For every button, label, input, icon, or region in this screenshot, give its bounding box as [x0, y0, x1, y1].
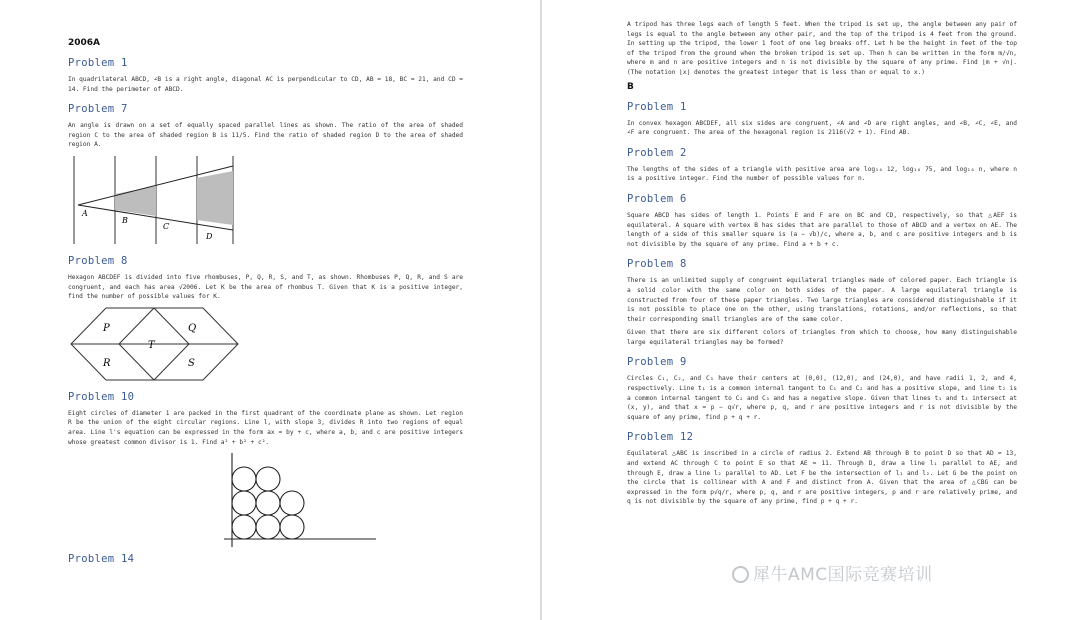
hexagon-rhombus-figure	[68, 306, 243, 382]
problem-text: In quadrilateral ABCD, ∠B is a right angle, diagonal AC is perpendicular to CD, AB = 18, BC = 21, and CD = 14. Find the perimeter of ABCD.	[68, 76, 463, 93]
fig8-label-s: S	[188, 357, 195, 369]
problem-title: Problem 10	[68, 390, 135, 403]
problem-title: Problem 12	[627, 431, 694, 444]
problem-title: Problem 14	[68, 553, 135, 566]
problem-text: Circles C₁, C₂, and C₃ have their centers at (0,0), (12,0), and (24,0), and have radii 1, 2, and 4, respectively. Line t₁ is a common internal tangent to C₁ and C₂ and has a positive slope, and line t₂ is a common internal tangent to C₂ and C₃ and has a negative slope. Given that lines t₁ and t₂ intersect at (x, y), and that x = p − q√r, where p, q, and r are positive integers and r is not divisible by the square of any prime, find p + q + r.	[627, 375, 1017, 421]
watermark-text: 犀牛AMC国际竞赛培训	[753, 565, 933, 585]
parallel-lines-figure	[68, 154, 238, 246]
fig8-label-t: T	[148, 339, 155, 351]
fig7-label-c: C	[163, 221, 170, 231]
problem-text: In convex hexagon ABCDEF, all six sides are congruent, ∠A and ∠D are right angles, and ∠B, ∠C, ∠E, and ∠F are congruent. The area of the hexagonal region is 2116(√2 + 1). Find AB.	[627, 119, 1017, 137]
problem-text: Square ABCD has sides of length 1. Points E and F are on BC and CD, respectively, so that △AEF is equilateral. A square with vertex B has sides that are parallel to those of ABCD and a vertex on AE. The length of a side of this smaller square is (a − √b)/c, where a, b, and c are positive integers and b is not divisible by the square of any prime. Find a + b + c.	[627, 211, 1017, 248]
problem-title: Problem 9	[627, 356, 687, 369]
problem-text: Hexagon ABCDEF is divided into five rhombuses, P, Q, R, S, and T, as shown. Rhombuses P, Q, R, and S are congruent, and each has area √2006. Let K be the area of rhombus T. Given that K is a positive integer, find the number of possible values for K.	[68, 273, 463, 301]
problem-text: Given that there are six different colors of triangles from which to choose, how many distinguishable large equilateral triangles may be formed?	[627, 329, 1017, 346]
fig8-label-r: R	[103, 357, 111, 369]
set-label-b: B	[627, 81, 634, 92]
problem-title: Problem 8	[627, 258, 687, 271]
fig8-label-q: Q	[188, 322, 197, 334]
set-label-2006a: 2006A	[68, 38, 101, 48]
watermark-logo-icon	[732, 566, 749, 583]
problem-title: Problem 2	[627, 146, 687, 159]
eight-circles-figure	[218, 451, 378, 551]
fig7-label-b: B	[122, 215, 128, 225]
problem-text: There is an unlimited supply of congruent equilateral triangles made of colored paper. Each triangle is a solid color with the same color on both sides of the paper. A large equilateral triangle is constructed from four of these paper triangles. Two large triangles are considered distinguishable if it is not possible to place one on the other, using translations, rotations, and/or reflections, so that their corresponding small triangles are of the same color.	[627, 277, 1017, 323]
watermark	[732, 560, 933, 585]
left-column	[68, 34, 463, 571]
problem-title: Problem 7	[68, 103, 128, 116]
right-column	[627, 20, 1017, 511]
problem-text: A tripod has three legs each of length 5 feet. When the tripod is set up, the angle between any pair of legs is equal to the angle between any other pair, and the top of the tripod is 4 feet from the ground. In setting up the tripod, the lower 1 foot of one leg breaks off. Let h be the height in feet of the top of the tripod from the ground when the broken tripod is set up. Then h can be written in the form m/√n, where m and n are positive integers and n is not divisible by the square of any prime. Find ⌊m + √n⌋. (The notation ⌊x⌋ denotes the greatest integer that is less than or equal to x.)	[627, 21, 1017, 76]
problem-text: An angle is drawn on a set of equally spaced parallel lines as shown. The ratio of the area of shaded region C to the area of shaded region B is 11/5. Find the ratio of shaded region D to the area of shaded region A.	[68, 122, 463, 149]
problem-text: Eight circles of diameter 1 are packed in the first quadrant of the coordinate plane as shown. Let region R be the union of the eight circular regions. Line l, with slope 3, divides R into two regions of equal area. Line l's equation can be expressed in the form ax = by + c, where a, b, and c are positive integers whose greatest common divisor is 1. Find a² + b² + c².	[68, 409, 463, 446]
right-page	[542, 0, 1080, 620]
fig8-label-p: P	[103, 322, 110, 334]
fig7-label-d: D	[206, 231, 213, 241]
fig7-label-a: A	[82, 208, 88, 218]
problem-title: Problem 1	[627, 100, 687, 113]
problem-title: Problem 1	[68, 57, 128, 69]
problem-title: Problem 6	[627, 192, 687, 205]
problem-text: The lengths of the sides of a triangle with positive area are log₁₀ 12, log₁₀ 75, and log₁₀ n, where n is a positive integer. Find the number of possible values for n.	[627, 165, 1017, 183]
problem-text: Equilateral △ABC is inscribed in a circle of radius 2. Extend AB through B to point D so that AD = 13, and extend AC through C to point E so that AE = 11. Through D, draw a line l₁ parallel to AE, and through E, draw a line l₂ parallel to AD. Let F be the intersection of l₁ and l₂. Let G be the point on the circle that is collinear with A and F and distinct from A. Given that the area of △CBG can be expressed in the form p√q/r, where p, q, and r are positive integers, p and r are relatively prime, and q is not divisible by the square of any prime, find p + q + r.	[627, 450, 1017, 506]
problem-title: Problem 8	[68, 254, 128, 267]
